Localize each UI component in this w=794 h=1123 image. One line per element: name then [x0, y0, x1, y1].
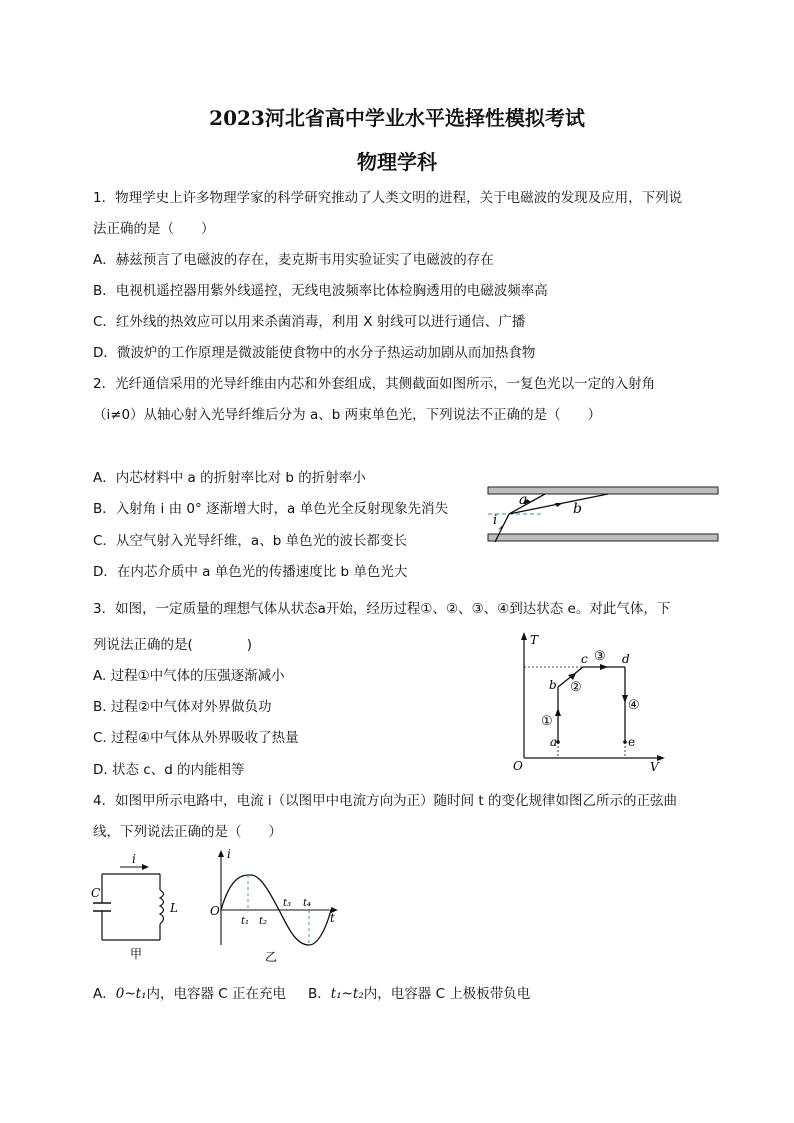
q3-option-c: C. 过程④中气体从外界吸收了热量: [93, 730, 299, 746]
q2-option-d: D．在内芯介质中 a 单色光的传播速度比 b 单色光大: [93, 564, 408, 580]
origin-label: O: [513, 759, 523, 772]
q4-stem-line-2: 线，下列说法正确的是（ ）: [93, 824, 282, 840]
q1-option-b: B．电视机遥控器用紫外线遥控，无线电波频率比体检胸透用的电磁波频率高: [93, 283, 548, 299]
i-axis-arrow: [218, 850, 224, 857]
current-time-graph: [203, 845, 348, 965]
q1-stem-line-2: 法正确的是（ ）: [93, 221, 215, 237]
state-b: b: [549, 678, 557, 692]
q4-option-b-text: 内，电容器 C 上极板带负电: [363, 986, 531, 1002]
q3-stem-line-2: 列说法正确的是( ): [93, 637, 253, 653]
q2-option-c: C．从空气射入光导纤维，a、b 单色光的波长都变长: [93, 533, 408, 549]
t1-label: t₁: [241, 916, 250, 927]
q3-option-d: D. 状态 c、d 的内能相等: [93, 762, 245, 778]
q4-options-row: [93, 982, 530, 1002]
capacitor-label: C: [91, 886, 101, 900]
current-label: i: [132, 852, 136, 866]
process-2-label: ②: [570, 680, 582, 695]
process-3-label: ③: [594, 649, 606, 664]
state-e: e: [628, 735, 636, 749]
q3-option-b: B. 过程②中气体对外界做负功: [93, 699, 272, 715]
tv-diagram: [510, 630, 670, 772]
figure-yi-caption: 乙: [265, 950, 278, 964]
label-i: i: [493, 513, 498, 528]
t-axis-label: T: [530, 633, 539, 647]
q4-option-b-label: B．: [308, 986, 331, 1002]
process-1-arrow: [555, 708, 561, 716]
q3-option-a: A. 过程①中气体的压强逐渐减小: [93, 668, 285, 684]
q4-stem-line-1: 4．如图甲所示电路中，电流 i（以图甲中电流方向为正）随时间 t 的变化规律如图乙所示的正弦曲: [93, 793, 678, 809]
state-d: d: [622, 652, 630, 666]
q4-option-a-text: 内，电容器 C 正在充电: [146, 986, 287, 1002]
inductor-label: L: [170, 901, 178, 915]
label-b: b: [573, 501, 582, 517]
fiber-bottom-cladding: [488, 534, 718, 541]
process-2-arrow: [568, 673, 576, 680]
t2-label: t₂: [259, 916, 268, 927]
process-4-label: ④: [628, 698, 640, 713]
t-axis-arrow: [521, 632, 527, 640]
t-axis-label: t: [330, 911, 335, 925]
q4-option-a-range: 0~t₁: [115, 986, 147, 1002]
q1-stem-line-1: 1．物理学史上许多物理学家的科学研究推动了人类文明的进程，关于电磁波的发现及应用，下列说: [93, 190, 683, 206]
q3-stem-line-1: 3．如图，一定质量的理想气体从状态a开始，经历过程①、②、③、④到达状态 e。对此气体，下: [93, 601, 671, 617]
lc-circuit-figure: [90, 852, 190, 964]
current-arrowhead: [142, 864, 149, 870]
q1-option-a: A．赫兹预言了电磁波的存在，麦克斯韦用实验证实了电磁波的存在: [93, 252, 494, 268]
i-axis-label: i: [227, 847, 231, 861]
q2-option-a: A．内芯材料中 a 的折射率比对 b 的折射率小: [93, 470, 366, 486]
exam-subtitle: 物理学科: [357, 150, 437, 174]
ray-b-arrow: [555, 503, 563, 507]
t3-label: t₃: [283, 898, 292, 909]
v-axis-label: V: [650, 760, 659, 772]
origin-label: O: [210, 904, 220, 918]
t4-label: t₄: [303, 898, 312, 909]
q1-option-d: D．微波炉的工作原理是微波能使食物中的水分子热运动加剧从而加热食物: [93, 345, 536, 361]
optical-fiber-figure: [483, 484, 723, 550]
state-c: c: [581, 652, 588, 666]
state-e-dot: [623, 740, 627, 744]
label-a: a: [519, 492, 528, 508]
state-a: a: [550, 735, 558, 749]
q2-option-b: B．入射角 i 由 0° 逐渐增大时，a 单色光全反射现象先消失: [93, 501, 449, 517]
figure-jia-caption: 甲: [130, 947, 143, 961]
q4-option-b-range: t₁~t₂: [330, 986, 364, 1002]
exam-title: 2023河北省高中学业水平选择性模拟考试: [209, 106, 585, 130]
q4-option-a-label: A．: [93, 986, 116, 1002]
process-1-label: ①: [541, 714, 553, 729]
inductor-coil: [160, 890, 164, 924]
q1-option-c: C．红外线的热效应可以用来杀菌消毒，利用 X 射线可以进行通信、广播: [93, 314, 526, 330]
process-3-arrow: [600, 664, 608, 670]
q2-stem-line-2: （i≠0）从轴心射入光导纤维后分为 a、b 两束单色光，下列说法不正确的是（ ）: [93, 407, 602, 423]
q2-stem-line-1: 2．光纤通信采用的光导纤维由内芯和外套组成，其侧截面如图所示，一复色光以一定的入射角: [93, 376, 656, 392]
